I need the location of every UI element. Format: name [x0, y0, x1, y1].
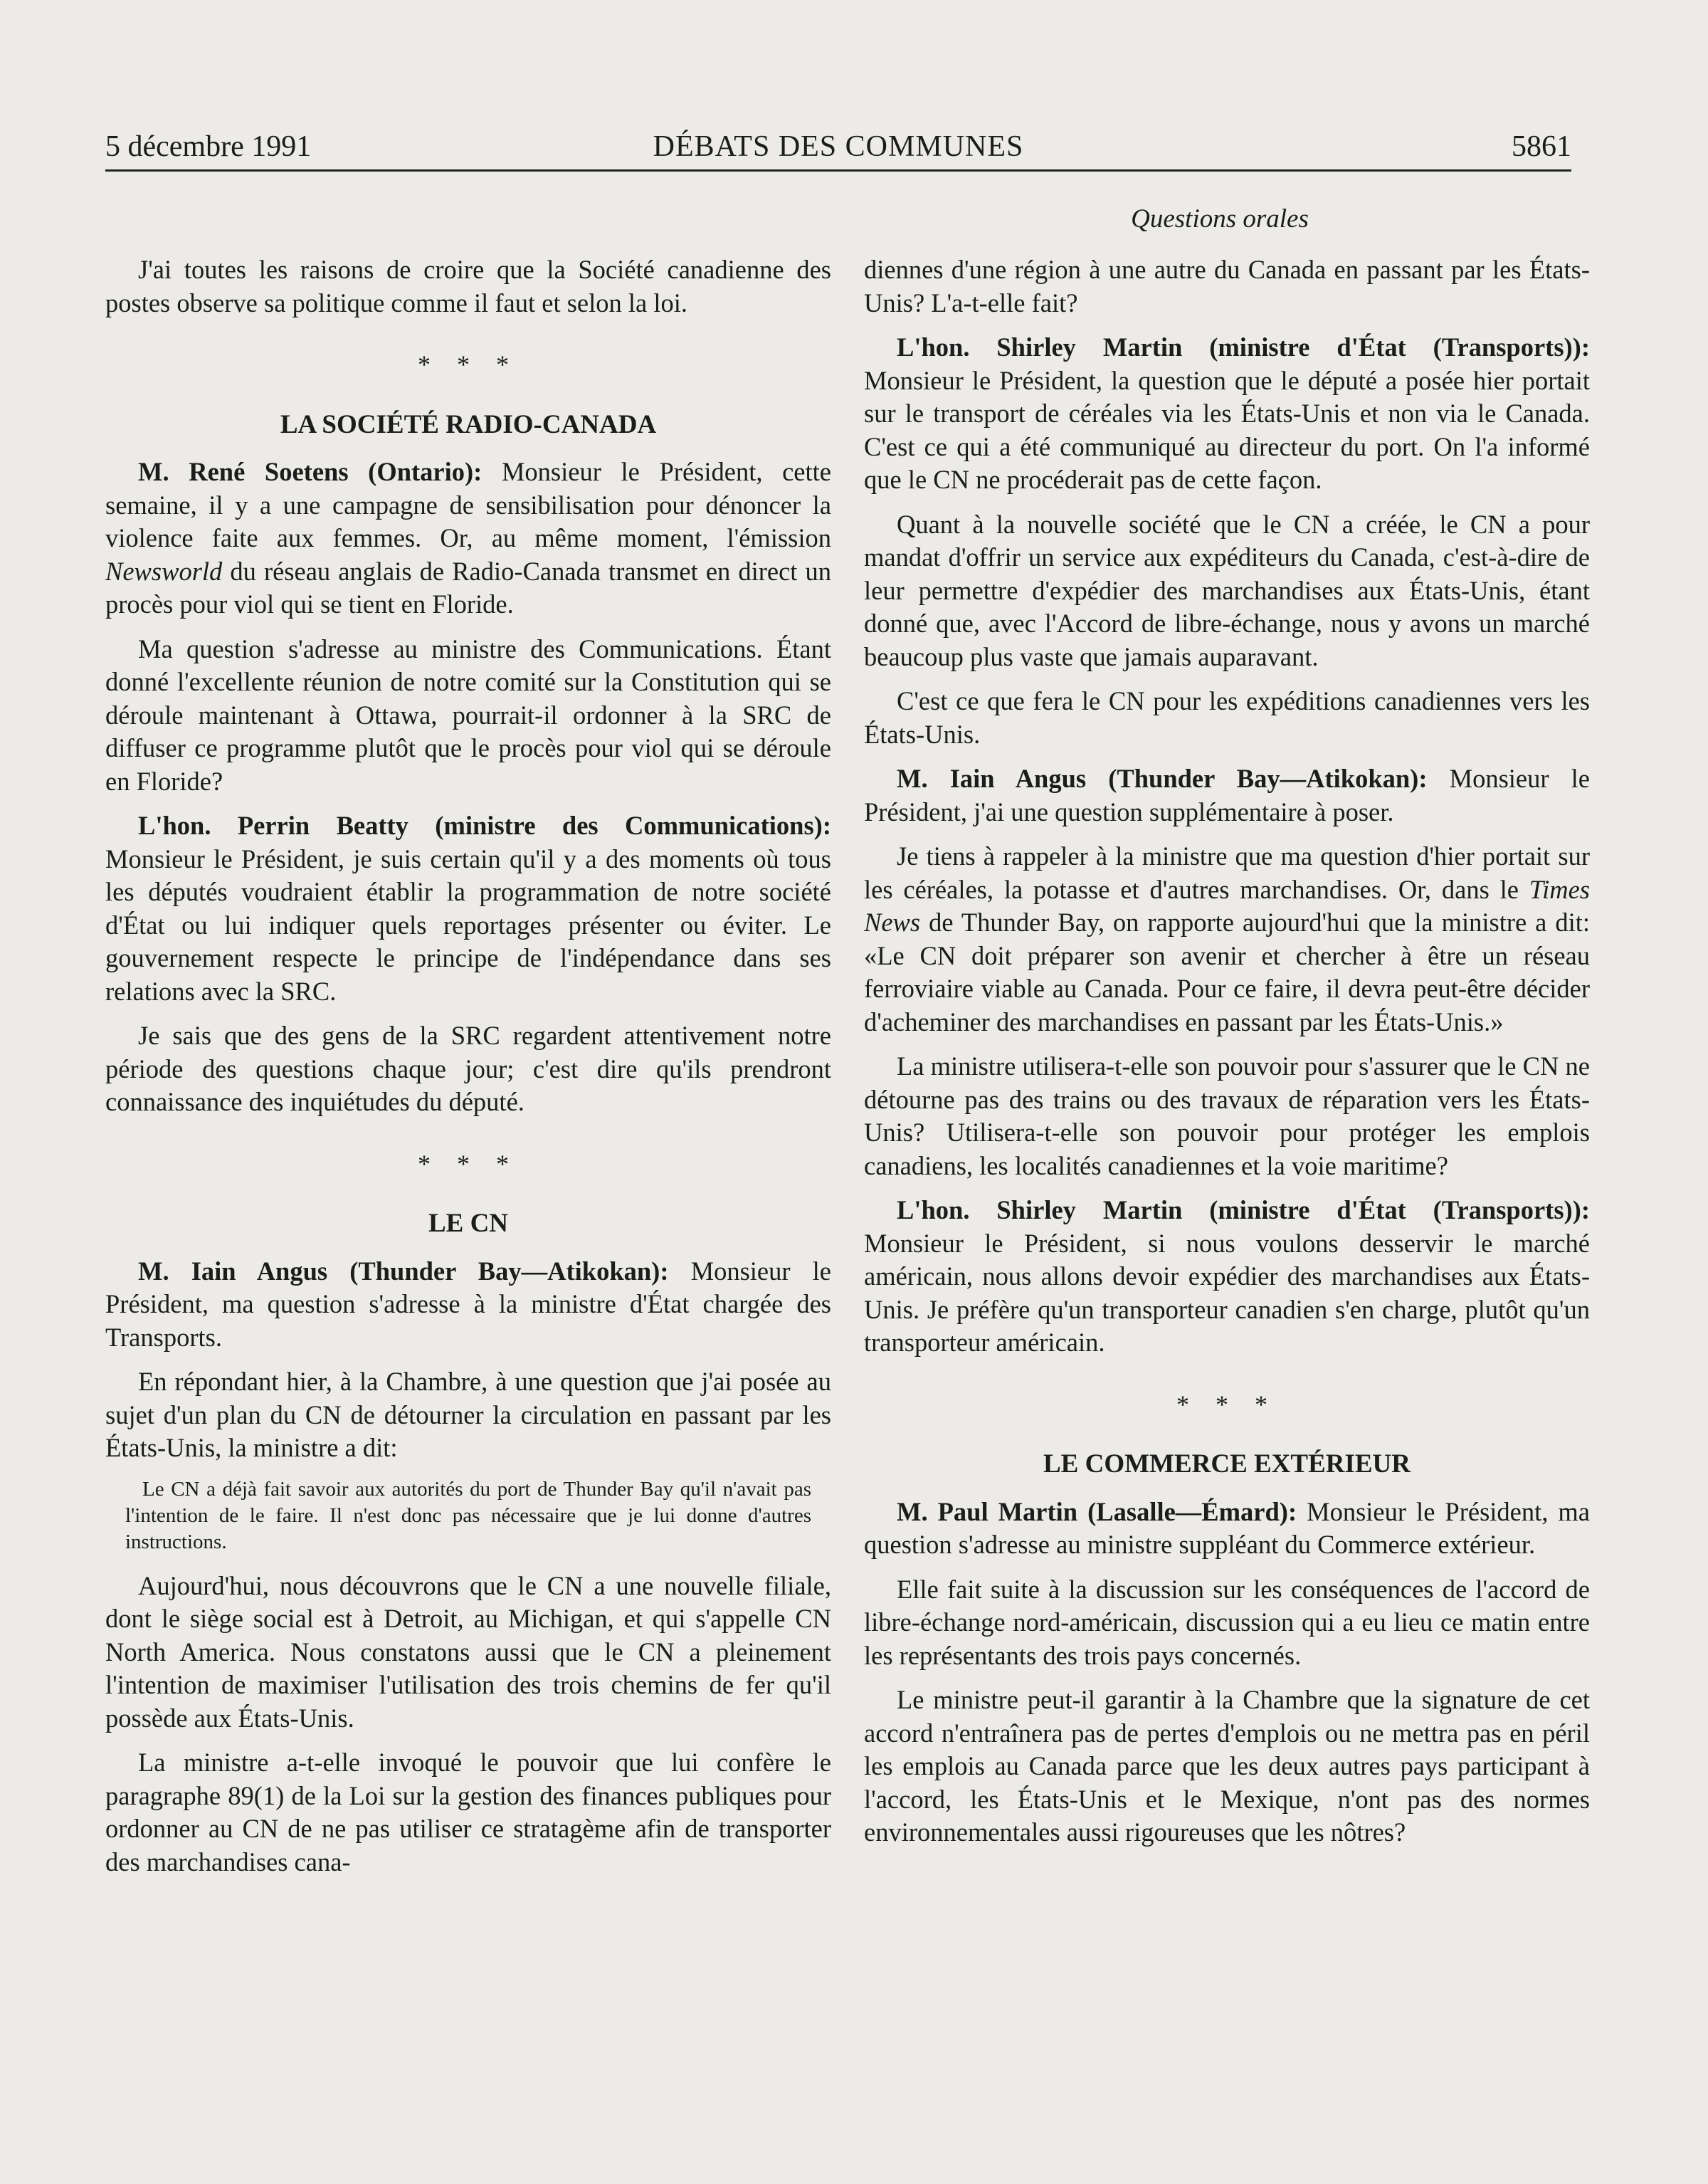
paragraph: Aujourd'hui, nous découvrons que le CN a une nouvelle filiale, dont le siège social est à Detroit, au Michigan, et qui s'appelle CN North America. Nous constatons aussi que le CN a pleinement l'intention de maximiser l'utilisation des trois chemins de fer qu'il possède aux États-Unis. [105, 1570, 831, 1733]
paragraph-text: du réseau anglais de Radio-Canada transmet en direct un procès pour viol qui se tient en Floride. [105, 556, 831, 619]
speaker-name: M. Iain Angus (Thunder Bay—Atikokan): [897, 764, 1428, 793]
left-column [105, 253, 831, 1890]
paragraph-text: Monsieur le Président, cette semaine, il y a une campagne de sensibilisation pour dénoncer la violence faite aux femmes. Or, au même moment, l'émission [105, 457, 831, 552]
paragraph: Le ministre peut-il garantir à la Chambre que la signature de cet accord n'entraînera pas de pertes d'emplois ou ne mettra pas en péril les emplois au Canada parce que les deux autres pays participant à l'accord, les États-Unis et le Mexique, n'ont pas des normes environnementales aussi rigoureuses que les nôtres? [864, 1685, 1590, 1847]
section-heading: LE CN [428, 1209, 509, 1238]
paragraph-text: Monsieur le Président, si nous voulons desservir le marché américain, nous allons devoir expédier des marchandises aux États-Unis. Je préfère qu'un transporteur canadien s'en charge, plutôt qu'un transporteur américain. [864, 1228, 1590, 1357]
section-heading: LA SOCIÉTÉ RADIO-CANADA [280, 409, 657, 439]
paragraph: diennes d'une région à une autre du Canada en passant par les États-Unis? L'a-t-elle fait? [864, 255, 1590, 317]
paragraph [864, 1496, 1590, 1562]
speaker-name: M. Paul Martin (Lasalle—Émard): [897, 1496, 1297, 1526]
paragraph: C'est ce que fera le CN pour les expéditions canadiennes vers les États-Unis. [864, 686, 1590, 749]
paragraph-text: Monsieur le Président, ma question s'adresse à la ministre d'État chargée des Transports. [105, 1256, 831, 1352]
block-quote [105, 1476, 831, 1555]
paragraph-text: Monsieur le Président, je suis certain qu'il y a des moments où tous les députés voudraient établir la programmation de notre société d'État ou lui indiquer quels reportages présenter ou éviter. Le gouvernement respecte le principe de l'indépendance dans ses relations avec la SRC. [105, 844, 831, 1006]
paragraph [105, 809, 831, 1008]
speaker-name: M. René Soetens (Ontario): [138, 457, 483, 486]
paragraph: Ma question s'adresse au ministre des Communications. Étant donné l'excellente réunion de notre comité sur la Constitution qui se déroule maintenant à Ottawa, pourrait-il ordonner à la SRC de diffuser ce programme plutôt que le procès pour viol qui se déroule en Floride? [105, 634, 831, 796]
paragraph: La ministre utilisera-t-elle son pouvoir pour s'assurer que le CN ne détourne pas des trains ou des travaux de réparation vers les États-Unis? Utilisera-t-elle son pouvoir pour protéger les emplois canadiens, les localités canadiennes et la voie maritime? [864, 1051, 1590, 1180]
newspaper-title: Times News [864, 874, 1590, 937]
page-number: 5861 [1512, 130, 1571, 163]
speaker-name: M. Iain Angus (Thunder Bay—Atikokan): [138, 1256, 669, 1286]
header-title: DÉBATS DES COMMUNES [653, 130, 1024, 163]
paragraph [864, 840, 1590, 1039]
paragraph: Elle fait suite à la discussion sur les conséquences de l'accord de libre-échange nord-américain, discussion qui a eu lieu ce matin entre les représentants des trois pays concernés. [864, 1574, 1590, 1670]
paragraph: En répondant hier, à la Chambre, à une question que j'ai posée au sujet d'un plan du CN de détourner la circulation en passant par les États-Unis, la ministre a dit: [105, 1367, 831, 1462]
paragraph [864, 331, 1590, 497]
section-heading: LE COMMERCE EXTÉRIEUR [1043, 1449, 1411, 1479]
section-separator: * * * [418, 350, 519, 379]
header-date: 5 décembre 1991 [105, 130, 312, 163]
paragraph [864, 762, 1590, 829]
speaker-name: L'hon. Shirley Martin (ministre d'État (Transports)): [897, 1195, 1590, 1224]
section-separator: * * * [1176, 1390, 1277, 1419]
paragraph-text: Je tiens à rappeler à la ministre que ma question d'hier portait sur les céréales, la potasse et d'autres marchandises. Or, dans le [864, 841, 1590, 904]
speaker-name: L'hon. Shirley Martin (ministre d'État (Transports)): [897, 332, 1590, 362]
page-header [105, 127, 1571, 172]
paragraph [105, 456, 831, 621]
paragraph: La ministre a-t-elle invoqué le pouvoir que lui confère le paragraphe 89(1) de la Loi sur la gestion des finances publiques pour ordonner au CN de ne pas utiliser ce stratagème afin de transporter des marchandises cana- [105, 1748, 831, 1876]
section-separator: * * * [418, 1149, 519, 1178]
quote-text: Le CN a déjà fait savoir aux autorités du port de Thunder Bay qu'il n'avait pas l'intention de le faire. Il n'est donc pas nécessaire que je lui donne d'autres instructions. [125, 1477, 811, 1553]
running-title: Questions orales [1131, 204, 1309, 233]
paragraph [105, 1255, 831, 1355]
program-title: Newsworld [105, 556, 223, 586]
paragraph-text: Monsieur le Président, ma question s'adresse au ministre suppléant du Commerce extérieur. [864, 1496, 1590, 1559]
right-column [864, 253, 1590, 1861]
paragraph: J'ai toutes les raisons de croire que la Société canadienne des postes observe sa politique comme il faut et selon la loi. [105, 255, 831, 317]
paragraph: Quant à la nouvelle société que le CN a créée, le CN a pour mandat d'offrir un service aux expéditeurs du Canada, c'est-à-dire de leur permettre d'expédier des marchandises aux États-Unis, étant donné que, avec l'Accord de libre-échange, nous y avons un marché beaucoup plus vaste que jamais auparavant. [864, 509, 1590, 671]
paragraph-text: de Thunder Bay, on rapporte aujourd'hui que la ministre a dit: «Le CN doit préparer son avenir et chercher à être un réseau ferroviaire viable au Canada. Pour ce faire, il devra peut-être décider d'acheminer des marchandises en passant par les États-Unis.» [864, 908, 1590, 1036]
paragraph-text: Monsieur le Président, j'ai une question supplémentaire à poser. [864, 764, 1590, 826]
paragraph: Je sais que des gens de la SRC regardent attentivement notre période des questions chaque jour; c'est dire qu'ils prendront connaissance des inquiétudes du député. [105, 1021, 831, 1116]
speaker-name: L'hon. Perrin Beatty (ministre des Communications): [138, 811, 831, 840]
paragraph [864, 1194, 1590, 1360]
paragraph-text: Monsieur le Président, la question que le député a posée hier portait sur le transport de céréales via les États-Unis et non via le Canada. C'est ce qui a été communiqué au directeur du port. On l'a informé que le CN ne procéderait pas de cette façon. [864, 365, 1590, 494]
